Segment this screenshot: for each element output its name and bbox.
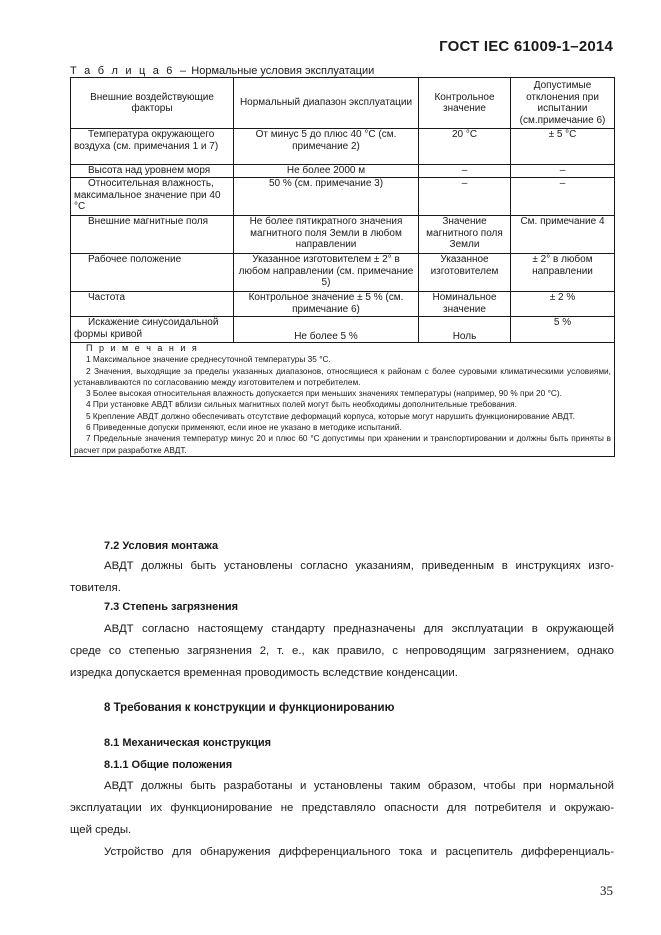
table-cell: Высота над уровнем моря [71,165,234,178]
text-line: АВДТ должны быть разработаны и установлены таким образом, чтобы при нормальной [104,780,614,792]
section-7-2-text [104,555,614,577]
table-cell: – [419,178,511,216]
header-cell: Нормальный диапазон эксплуатации [234,78,419,129]
notes-title: П р и м е ч а н и я [86,343,199,353]
section-7-2-text-cont [70,577,614,599]
table-cell: – [419,165,511,178]
table-row [71,165,615,178]
table-cell: – [511,178,615,216]
table-caption-title: Нормальные условия эксплуатации [191,65,375,77]
text-line: АВДТ согласно настоящему стандарту предназначены для эксплуатации в окружающей [104,623,614,635]
table-cell: Контрольное значение ± 5 % (см. примечание 6) [234,292,419,317]
note-item: 3 Более высокая относительная влажность допускается при меньших значениях температуры (например, 90 % при 20 °С). [86,388,562,399]
text-line: изредка допускается временная проводимость вследствие конденсации. [70,667,458,680]
header-cell: Внешние воздействующие факторы [71,78,234,129]
table-cell: См. примечание 4 [511,216,615,254]
table-row [71,216,615,254]
table-cell: 50 % (см. примечание 3) [234,178,419,216]
table-cell: Указанное изготовителем ± 2° в любом направлении (см. примечание 5) [234,254,419,292]
table-cell: Не более пятикратного значения магнитного поля Земли в любом направлении [234,216,419,254]
table-caption [70,65,374,77]
section-8-1-1-text [104,775,614,797]
table-header-row [71,78,615,129]
section-8-title: 8 Требования к конструкции и функционированию [104,702,395,714]
table-row [71,254,615,292]
section-7-3-title: 7.3 Степень загрязнения [104,601,239,613]
table-cell: 5 % [511,317,615,343]
table-cell: Искажение синусоидальной формы кривой [71,317,234,343]
table-cell: Указанное изготовителем [419,254,511,292]
note-item: 4 При установке АВДТ вблизи сильных магнитных полей могут быть необходимы дополнительные требования. [86,399,517,410]
section-7-3-text-cont [70,640,614,685]
table-caption-prefix: Т а б л и ц а 6 – [70,65,189,77]
table-cell: Рабочее положение [71,254,234,292]
text-line: среде со степенью загрязнения 2, т. е., как правило, с непроводящим загрязнением, однако [70,645,614,657]
section-8-1-1-title: 8.1.1 Общие положения [104,759,233,771]
header-cell: Контрольное значение [419,78,511,129]
table-cell: Частота [71,292,234,317]
table-cell: Не более 5 % [234,317,419,343]
table-row [71,317,615,343]
note-item: 5 Крепление АВДТ должно обеспечивать отсутствие деформаций корпуса, которые могут нарушить функционирование АВДТ. [86,410,575,421]
page-number: 35 [600,883,613,898]
table-notes [71,343,615,457]
section-7-2-title: 7.2 Условия монтажа [104,540,219,552]
section-8-1-title: 8.1 Механическая конструкция [104,737,272,749]
note-item: 1 Максимальное значение среднесуточной температуры 35 °С. [86,354,331,365]
table-cell: – [511,165,615,178]
table-cell: От минус 5 до плюс 40 °С (см. примечание 2) [234,129,419,165]
table-cell: 20 °С [419,129,511,165]
table-row [71,129,615,165]
note-item: 7 Предельные значения температур минус 20 и плюс 60 °С допустимы при хранении и транспортировании и должны быть приняты в расчет при разработке АВДТ. [74,433,611,455]
text-line: Устройство для обнаружения дифференциального тока и расцепитель дифференциаль- [104,846,614,858]
table-row [71,178,615,216]
table-cell: ± 2° в любом направлении [511,254,615,292]
text-line: товителя. [70,582,121,594]
table-cell: ± 5 °С [511,129,615,165]
table-cell: Внешние магнитные поля [71,216,234,254]
table-row [71,292,615,317]
table-cell: ± 2 % [511,292,615,317]
text-line: эксплуатации их функционирование не представляло опасности для потребителя и окружаю- [70,802,614,814]
table-cell: Значение магнитного поля Земли [419,216,511,254]
section-8-1-1-text2 [104,841,614,863]
table-cell: Температура окружающего воздуха (см. примечания 1 и 7) [71,129,234,165]
note-item: 2 Значения, выходящие за пределы указанных диапазонов, относящиеся к районам с более суровыми климатическими условиями, устанавливаются по согласованию между изготовителем и потребителем. [74,365,611,387]
table-cell: Ноль [419,317,511,343]
operating-conditions-table [70,77,615,457]
text-line: АВДТ должны быть установлены согласно указаниям, приведенным в инструкциях изго- [104,560,614,572]
table-cell: Не более 2000 м [234,165,419,178]
text-line: щей среды. [70,824,132,837]
section-7-3-text [104,618,614,640]
table-notes-row [71,343,615,457]
standard-code: ГОСТ IEC 61009-1–2014 [439,38,613,55]
header-cell: Допустимые отклонения при испытании (см.примечание 6) [511,78,615,129]
table-cell: Номинальное значение [419,292,511,317]
table-cell: Относительная влажность, максимальное значение при 40 °С [71,178,234,216]
section-8-1-1-text-cont [70,797,614,842]
note-item: 6 Приведенные допуски применяют, если иное не указано в методике испытаний. [86,422,402,433]
